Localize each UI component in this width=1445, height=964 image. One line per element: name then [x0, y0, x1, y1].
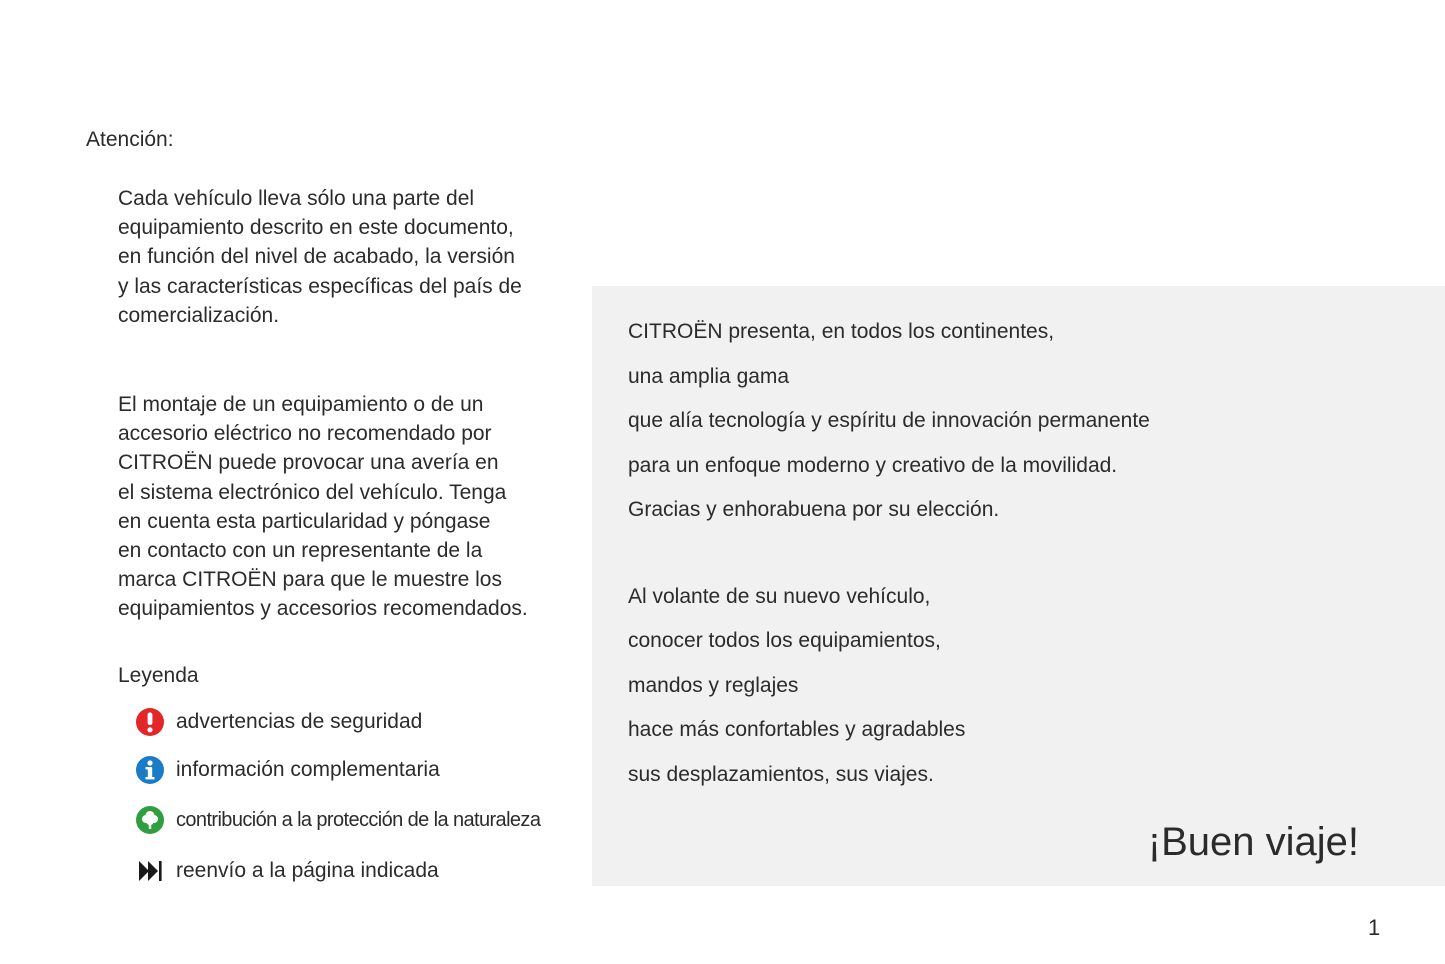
- page-reference-icon: [134, 855, 166, 887]
- legend-label-additional-info: información complementaria: [176, 758, 440, 781]
- legend-item-additional-info: [134, 753, 440, 787]
- legend-label-nature-protection: contribución a la protección de la naturaleza: [176, 809, 541, 831]
- equipment-notice-paragraph: Cada vehículo lleva sólo una parte del equipamiento descrito en este documento, en función del nivel de acabado, la versión y las características específicas del país de comercialización.: [118, 187, 522, 327]
- nature-icon: [134, 804, 166, 836]
- intro-line: una amplia gama: [628, 365, 790, 388]
- intro-line: sus desplazamientos, sus viajes.: [628, 763, 934, 786]
- intro-line: CITROËN presenta, en todos los continentes,: [628, 320, 1055, 343]
- intro-line: para un enfoque moderno y creativo de la movilidad.: [628, 454, 1118, 477]
- intro-line: hace más confortables y agradables: [628, 718, 966, 741]
- legend-title: Leyenda: [118, 664, 199, 687]
- legend-item-safety-warning: [134, 705, 422, 739]
- intro-line: Gracias y enhorabuena por su elección.: [628, 498, 1000, 521]
- legend-label-safety-warning: advertencias de seguridad: [176, 710, 423, 733]
- legend-item-nature-protection: [134, 803, 540, 837]
- info-icon: [134, 754, 166, 786]
- intro-line: conocer todos los equipamientos,: [628, 629, 941, 652]
- page-number: 1: [1368, 915, 1381, 940]
- electrical-accessory-warning-paragraph: El montaje de un equipamiento o de un accesorio eléctrico no recomendado por CITROËN puede provocar una avería en el sistema electrónico del vehículo. Tenga en cuenta esta particularidad y póngase en contacto con un representante de la marca CITROËN para que le muestre los equipamientos y accesorios recomendados.: [118, 393, 528, 621]
- intro-line: Al volante de su nuevo vehículo,: [628, 585, 931, 608]
- welcome-panel: [592, 286, 1445, 886]
- warning-icon: [134, 706, 166, 738]
- closing-greeting: ¡Buen viaje!: [1147, 820, 1359, 864]
- intro-line: mandos y reglajes: [628, 674, 799, 697]
- attention-title: Atención:: [86, 128, 174, 151]
- intro-line: que alía tecnología y espíritu de innovación permanente: [628, 409, 1150, 432]
- legend-item-page-reference: [134, 854, 439, 888]
- legend-label-page-reference: reenvío a la página indicada: [176, 859, 439, 882]
